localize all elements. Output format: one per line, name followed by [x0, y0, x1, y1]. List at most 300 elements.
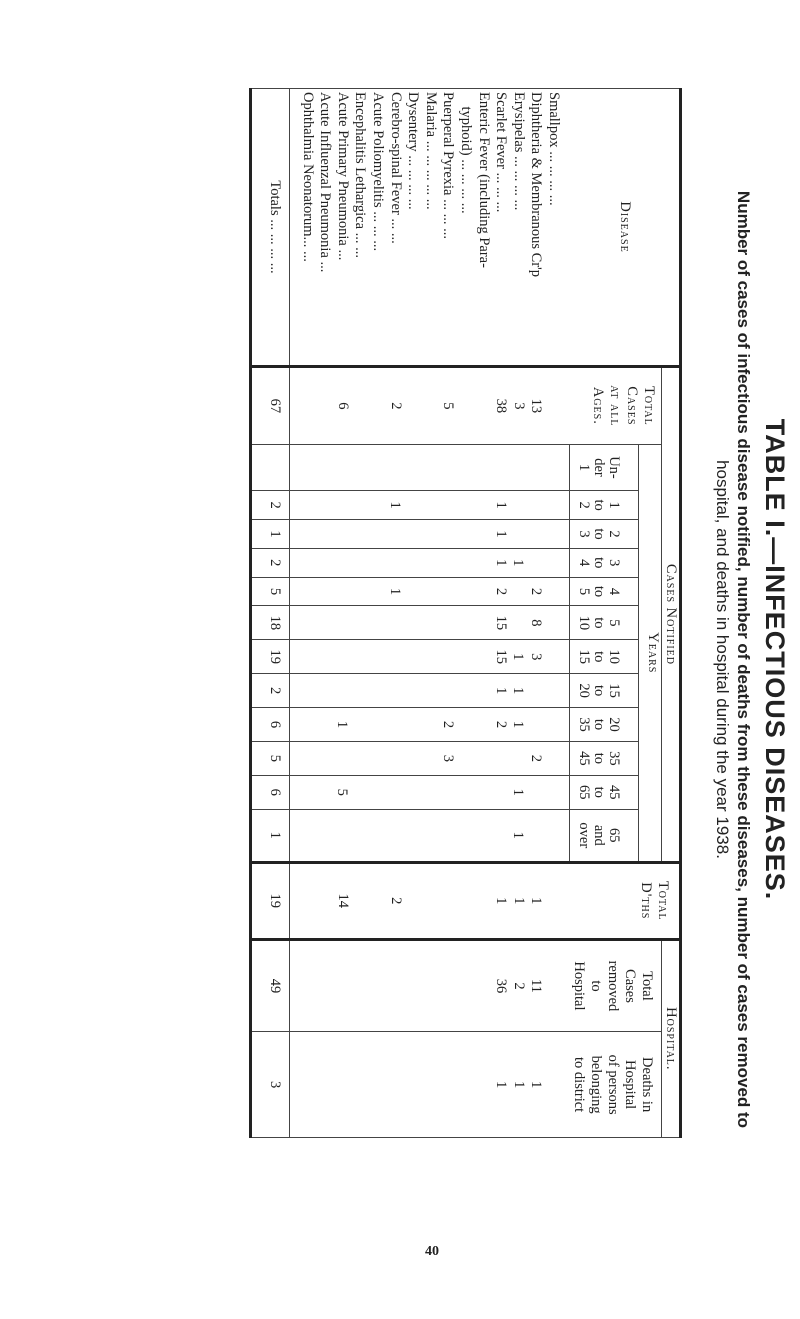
table-cell	[544, 1035, 562, 1134]
table-cell	[316, 371, 334, 441]
table-cell	[368, 711, 386, 738]
table-cell	[544, 813, 562, 858]
table-cell: 1	[510, 720, 527, 729]
page-number: 40	[425, 1244, 439, 1259]
table-cell	[298, 581, 316, 603]
table-cell	[298, 371, 316, 441]
table-cell	[438, 552, 456, 574]
table-cell	[544, 494, 562, 516]
table-cell	[315, 581, 333, 603]
table-cell	[421, 711, 439, 738]
table-cell: 1	[510, 559, 527, 567]
age-group-column	[289, 491, 570, 520]
table-cell	[386, 523, 404, 545]
disease-header: Disease	[570, 89, 681, 367]
table-cell	[474, 609, 492, 636]
table-cell: 3	[510, 402, 527, 410]
table-cell: 15	[492, 649, 509, 665]
table-cell	[316, 944, 334, 1029]
table-cell: 1	[510, 897, 527, 905]
total-deaths-header: Total D'ths	[570, 862, 681, 939]
table-cell	[474, 677, 492, 704]
table-cell	[298, 552, 316, 574]
age-group-header: 2 to 3	[570, 520, 639, 549]
table-cell	[526, 779, 544, 806]
table-cell: 8	[527, 619, 544, 627]
table-cell	[350, 552, 368, 574]
table-cell	[298, 711, 316, 738]
table-cell	[315, 494, 333, 516]
table-cell: 1	[492, 530, 509, 538]
table-cell	[544, 448, 562, 488]
disease-names-column	[289, 89, 570, 367]
table-cell	[350, 581, 368, 603]
table-cell	[368, 1035, 386, 1134]
totals-age-group: 5	[250, 741, 289, 775]
table-cell	[438, 581, 456, 603]
table-cell	[386, 448, 404, 488]
table-cell	[386, 813, 404, 858]
table-cell	[438, 779, 456, 806]
age-group-header: 1 to 2	[570, 491, 639, 520]
table-cell	[368, 944, 386, 1029]
table-cell	[298, 643, 316, 670]
age-group-header: Un- der 1	[570, 444, 639, 491]
table-cell: 1	[510, 687, 527, 695]
age-group-column	[289, 708, 570, 742]
table-cell	[368, 609, 386, 636]
table-cell	[474, 711, 492, 738]
table-cell	[456, 494, 474, 516]
table-cell	[438, 448, 456, 488]
table-cell	[456, 677, 474, 704]
table-cell: 2	[527, 587, 544, 596]
table-cell: 1	[493, 1080, 510, 1089]
table-cell: 1	[334, 720, 351, 729]
table-cell	[333, 494, 351, 516]
table-cell	[403, 609, 421, 636]
table-cell	[456, 745, 474, 772]
disease-name: Dysentery ... ... ... ...	[405, 92, 422, 210]
table-cell	[351, 867, 369, 935]
table-cell	[544, 523, 562, 545]
table-cell	[544, 371, 562, 441]
table-cell	[315, 609, 333, 636]
disease-name: Cerebro-spinal Fever ... ...	[387, 92, 404, 244]
table-cell	[421, 779, 439, 806]
table-cell	[350, 448, 368, 488]
table-cell	[368, 779, 386, 806]
table-cell	[474, 745, 492, 772]
table-cell	[474, 523, 492, 545]
table-cell	[526, 813, 544, 858]
disease-name: Acute Influenzal Pneumonia ...	[317, 92, 334, 273]
table-cell	[403, 523, 421, 545]
table-cell	[350, 643, 368, 670]
table-cell	[315, 552, 333, 574]
table-cell	[438, 677, 456, 704]
total-cases-column	[289, 367, 570, 445]
removed-header: Total Cases removed to Hospital	[570, 939, 662, 1032]
table-cell	[544, 581, 562, 603]
table-cell	[456, 581, 474, 603]
table-cell: 5	[334, 788, 351, 796]
age-group-column	[289, 741, 570, 775]
table-cell	[333, 609, 351, 636]
table-cell	[315, 677, 333, 704]
table-cell	[421, 1035, 439, 1134]
table-cell	[544, 745, 562, 772]
table-cell	[386, 552, 404, 574]
table-cell	[439, 944, 457, 1029]
table-cell: 5	[440, 402, 457, 410]
table-cell	[544, 779, 562, 806]
table-cell: 1	[492, 559, 509, 567]
years-header: Years	[639, 444, 662, 862]
table-cell	[350, 711, 368, 738]
age-group-header: 65 and over	[570, 809, 639, 862]
cases-notified-header: Cases Notified	[662, 367, 681, 863]
table-cell	[368, 448, 386, 488]
table-cell	[544, 867, 562, 935]
table-cell: 14	[334, 893, 351, 909]
table-cell	[456, 609, 474, 636]
totals-age-group: 2	[250, 548, 289, 577]
infectious-diseases-table	[249, 88, 682, 1138]
table-cell	[333, 677, 351, 704]
table-cell	[350, 745, 368, 772]
disease-name: Acute Poliomyelitis ... ... ...	[370, 92, 387, 252]
table-cell	[333, 448, 351, 488]
table-cell	[316, 867, 334, 935]
table-cell	[509, 745, 527, 772]
table-cell: 13	[528, 398, 545, 414]
table-cell: 1	[492, 501, 509, 509]
table-cell	[456, 448, 474, 488]
table-cell	[474, 448, 492, 488]
table-cell	[403, 643, 421, 670]
table-cell: 38	[493, 398, 510, 414]
table-cell	[491, 779, 509, 806]
table-cell	[491, 813, 509, 858]
table-cell	[526, 711, 544, 738]
age-group-header: 5 to 10	[570, 606, 639, 640]
table-cell	[333, 944, 351, 1029]
table-cell	[439, 1035, 457, 1134]
table-cell	[386, 779, 404, 806]
table-cell	[368, 813, 386, 858]
table-cell: 1	[510, 1080, 527, 1089]
table-cell	[315, 779, 333, 806]
table-cell	[474, 371, 492, 441]
disease-name: Smallpox ... ... ... ...	[546, 92, 562, 206]
disease-name: Encephalitis Lethargica ... ...	[352, 92, 369, 259]
table-cell	[421, 581, 439, 603]
table-cell	[438, 494, 456, 516]
totals-age-group: 1	[250, 520, 289, 549]
table-body-row	[289, 89, 570, 1138]
table-cell	[386, 1035, 404, 1134]
table-cell	[298, 813, 316, 858]
table-cell	[456, 867, 474, 935]
table-cell	[421, 944, 439, 1029]
table-cell: 3	[439, 754, 456, 763]
table-cell	[386, 745, 404, 772]
table-cell	[404, 944, 422, 1029]
age-group-column	[289, 775, 570, 809]
table-cell	[315, 813, 333, 858]
table-cell	[438, 609, 456, 636]
table-cell	[421, 448, 439, 488]
table-cell	[368, 677, 386, 704]
table-cell	[421, 643, 439, 670]
totals-age-group: 18	[250, 606, 289, 640]
totals-age-group: 19	[250, 640, 289, 674]
table-cell	[421, 677, 439, 704]
table-cell	[474, 779, 492, 806]
table-cell	[298, 609, 316, 636]
total-cases-header: Total Cases at all Ages.	[570, 367, 662, 445]
table-cell	[456, 523, 474, 545]
table-cell	[491, 448, 509, 488]
hospital-deaths-header: Deaths in Hospital of persons belonging to district	[570, 1032, 662, 1138]
page-subtitle	[712, 0, 754, 1319]
disease-name: Ophthalmia Neonatorum... ...	[299, 92, 316, 262]
table-cell: 2	[492, 720, 509, 729]
table-cell	[351, 371, 369, 441]
table-cell	[421, 609, 439, 636]
table-cell	[315, 745, 333, 772]
table-cell	[351, 944, 369, 1029]
table-cell: 15	[492, 615, 509, 631]
table-cell	[474, 494, 492, 516]
table-cell	[544, 677, 562, 704]
table-cell	[509, 448, 527, 488]
table-cell	[526, 494, 544, 516]
table-cell	[386, 609, 404, 636]
table-cell	[316, 1035, 334, 1134]
table-cell	[509, 581, 527, 603]
table-cell	[456, 643, 474, 670]
disease-name: Malaria ... ... ... ... ...	[422, 92, 439, 210]
table-cell	[438, 643, 456, 670]
table-cell	[421, 523, 439, 545]
totals-row	[250, 89, 289, 1138]
table-cell: 1	[528, 1080, 545, 1089]
hospital-header: Hospital.	[662, 939, 681, 1137]
totals-age-group: 2	[250, 674, 289, 708]
table-cell	[474, 944, 492, 1029]
table-cell	[351, 1035, 369, 1134]
table-cell: 2	[387, 897, 404, 905]
table-cell	[439, 867, 457, 935]
table-cell	[404, 1035, 422, 1134]
disease-name: Scarlet Fever ... ... ...	[493, 92, 510, 213]
table-cell	[474, 643, 492, 670]
table-cell	[315, 643, 333, 670]
table-cell	[526, 552, 544, 574]
age-group-column	[289, 548, 570, 577]
totals-removed: 49	[250, 939, 289, 1032]
table-cell	[298, 745, 316, 772]
table-cell: 1	[510, 831, 527, 839]
age-group-header: 10 to 15	[570, 640, 639, 674]
disease-name: Enteric Fever (including Para-	[475, 92, 492, 268]
table-cell	[544, 552, 562, 574]
table-cell	[350, 677, 368, 704]
table-cell	[456, 779, 474, 806]
age-group-header: 35 to 45	[570, 741, 639, 775]
age-group-column	[289, 606, 570, 640]
age-group-column	[289, 444, 570, 491]
table-cell: 2	[510, 982, 527, 990]
totals-hospital-deaths: 3	[250, 1032, 289, 1138]
table-cell	[368, 371, 386, 441]
age-group-column	[289, 674, 570, 708]
age-group-header: 4 to 5	[570, 577, 639, 606]
table-cell	[368, 745, 386, 772]
age-group-header: 20 to 35	[570, 708, 639, 742]
totals-age-group: 6	[250, 708, 289, 742]
table-cell: 3	[527, 653, 544, 661]
totals-label: Totals ... ... ... ...	[250, 89, 289, 367]
totals-age-group	[250, 444, 289, 491]
table-cell	[386, 677, 404, 704]
table-cell	[403, 677, 421, 704]
table-cell	[350, 609, 368, 636]
table-cell	[315, 523, 333, 545]
table-cell	[298, 523, 316, 545]
table-cell: 1	[510, 653, 527, 661]
table-cell	[509, 523, 527, 545]
table-cell	[456, 371, 474, 441]
table-cell	[474, 867, 492, 935]
table-cell: 2	[387, 402, 404, 410]
table-cell	[456, 1035, 474, 1134]
table-cell	[544, 609, 562, 636]
table-cell	[350, 813, 368, 858]
table-cell: 36	[493, 978, 510, 994]
totals-age-group: 2	[250, 491, 289, 520]
table-cell	[298, 779, 316, 806]
table-cell	[544, 643, 562, 670]
table-cell	[474, 1035, 492, 1134]
table-cell	[456, 944, 474, 1029]
table-cell	[509, 494, 527, 516]
table-cell: 6	[334, 402, 351, 410]
table-cell	[386, 643, 404, 670]
table-cell	[333, 813, 351, 858]
table-cell	[421, 745, 439, 772]
age-group-column	[289, 640, 570, 674]
table-cell	[350, 779, 368, 806]
totals-deaths: 19	[250, 862, 289, 939]
table-cell	[298, 1035, 316, 1134]
table-cell: 2	[439, 720, 456, 729]
table-cell	[474, 552, 492, 574]
table-cell	[350, 494, 368, 516]
table-cell	[298, 677, 316, 704]
table-cell	[333, 745, 351, 772]
table-cell	[421, 494, 439, 516]
table-cell	[368, 523, 386, 545]
table-cell	[438, 813, 456, 858]
age-group-header: 3 to 4	[570, 548, 639, 577]
table-cell	[403, 779, 421, 806]
age-group-header: 45 to 65	[570, 775, 639, 809]
table-cell	[491, 745, 509, 772]
age-group-column	[289, 577, 570, 606]
subtitle-line-2: hospital, and deaths in hospital during the year 1938.	[713, 460, 732, 859]
table-cell	[456, 552, 474, 574]
table-cell	[298, 448, 316, 488]
table-cell	[333, 552, 351, 574]
table-cell: 1	[492, 687, 509, 695]
table-cell	[368, 494, 386, 516]
disease-name: Acute Primary Pneumonia ...	[334, 92, 351, 261]
table-cell	[315, 448, 333, 488]
table-cell: 2	[492, 587, 509, 596]
table-cell	[544, 944, 562, 1029]
disease-name: typhoid) ... ... ... ...	[458, 92, 475, 214]
totals-age-group: 1	[250, 809, 289, 862]
disease-name: Erysipelas ... ... ... ...	[510, 92, 527, 211]
table-cell	[298, 944, 316, 1029]
table-cell	[350, 523, 368, 545]
subtitle-line-1: Number of cases of infectious disease notified, number of deaths from these diseases, number of cases removed to	[734, 190, 753, 1129]
totals-total-cases: 67	[250, 367, 289, 445]
table-cell	[315, 711, 333, 738]
table-cell	[526, 677, 544, 704]
table-cell	[403, 745, 421, 772]
table-cell	[438, 523, 456, 545]
table-cell	[333, 643, 351, 670]
table-cell	[526, 448, 544, 488]
page-title: TABLE I.—INFECTIOUS DISEASES.	[760, 418, 790, 901]
table-cell: 1	[510, 788, 527, 796]
totals-age-group: 5	[250, 577, 289, 606]
table-cell	[403, 552, 421, 574]
table-cell: 11	[528, 978, 545, 993]
table-cell: 1	[387, 501, 404, 509]
table-cell	[368, 643, 386, 670]
table-cell	[333, 1035, 351, 1134]
table-cell	[333, 581, 351, 603]
hospital-deaths-column	[289, 1032, 570, 1138]
table-cell	[526, 523, 544, 545]
disease-name: Puerperal Pyrexia ... ... ...	[440, 92, 457, 239]
table-cell	[404, 371, 422, 441]
table-cell	[456, 813, 474, 858]
table-cell	[421, 867, 439, 935]
table-cell	[298, 867, 316, 935]
totals-age-group: 6	[250, 775, 289, 809]
table-cell	[368, 581, 386, 603]
total-deaths-column	[289, 862, 570, 939]
table-cell	[333, 523, 351, 545]
table-cell	[368, 552, 386, 574]
table-cell	[403, 448, 421, 488]
table-cell	[403, 813, 421, 858]
removed-column	[289, 939, 570, 1032]
table-cell	[421, 371, 439, 441]
table-cell	[404, 867, 422, 935]
table-cell	[403, 494, 421, 516]
table-cell	[474, 581, 492, 603]
table-cell: 1	[493, 897, 510, 905]
table-cell: 1	[528, 897, 545, 905]
table-cell	[509, 609, 527, 636]
